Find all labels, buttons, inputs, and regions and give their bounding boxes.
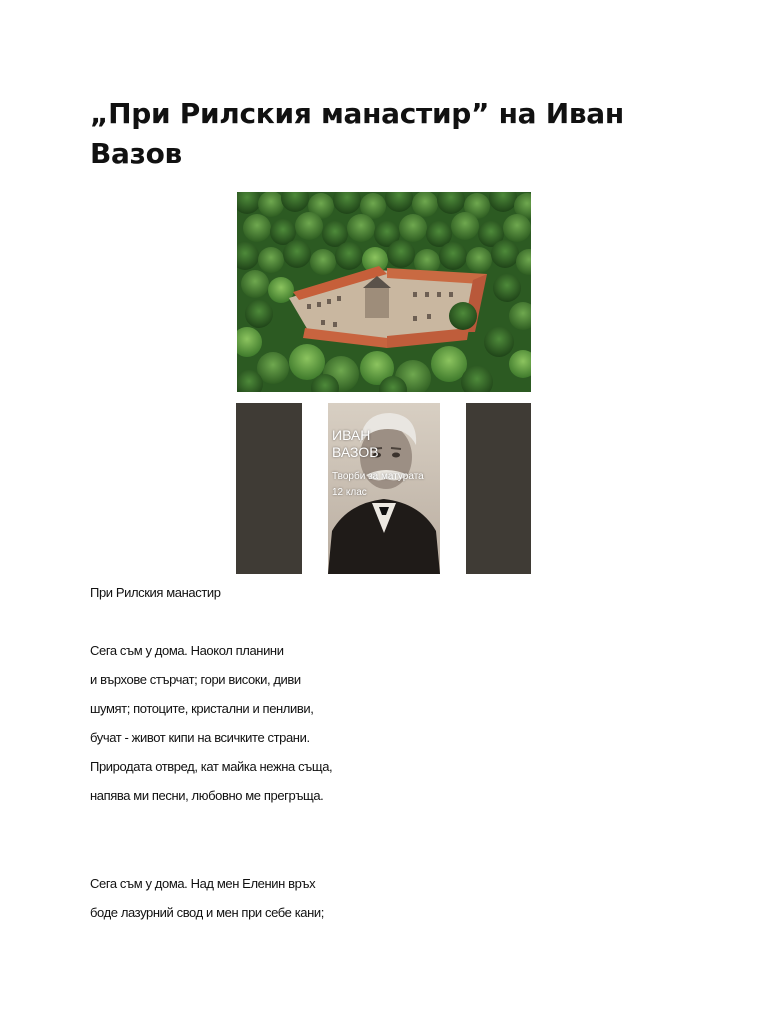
poem-line: шумят; потоците, кристални и пенливи, xyxy=(90,701,314,716)
poem-line: и върхове стърчат; гори високи, диви xyxy=(90,672,301,687)
book-cover-author-first-name: ИВАН xyxy=(332,427,371,443)
poem-stanza-1 xyxy=(90,642,332,816)
book-cover-side-panel-right xyxy=(466,403,531,574)
poem-line: боде лазурний свод и мен при себе кани; xyxy=(90,905,324,920)
poem-line: бучат - живот кипи на всичките страни. xyxy=(90,730,310,745)
book-cover-subtitle: Творби за матурата xyxy=(332,471,424,482)
book-cover-image xyxy=(328,403,440,574)
book-cover-side-panel-left xyxy=(236,403,302,574)
poem-line: напява ми песни, любовно ме прегръща. xyxy=(90,788,324,803)
book-cover-grade: 12 клас xyxy=(332,487,367,498)
poem-line: Сега съм у дома. Над мен Еленин връх xyxy=(90,876,316,891)
poem-line: Сега съм у дома. Наокол планини xyxy=(90,643,284,658)
poem-line: Природата отвред, кат майка нежна съща, xyxy=(90,759,333,774)
poem-heading: При Рилския манастир xyxy=(90,585,221,600)
poem-stanza-2 xyxy=(90,875,324,933)
page-title: „При Рилския манастир” на Иван Вазов xyxy=(90,97,624,170)
book-cover-author-last-name: ВАЗОВ xyxy=(332,444,379,460)
monastery-photo xyxy=(237,192,531,392)
